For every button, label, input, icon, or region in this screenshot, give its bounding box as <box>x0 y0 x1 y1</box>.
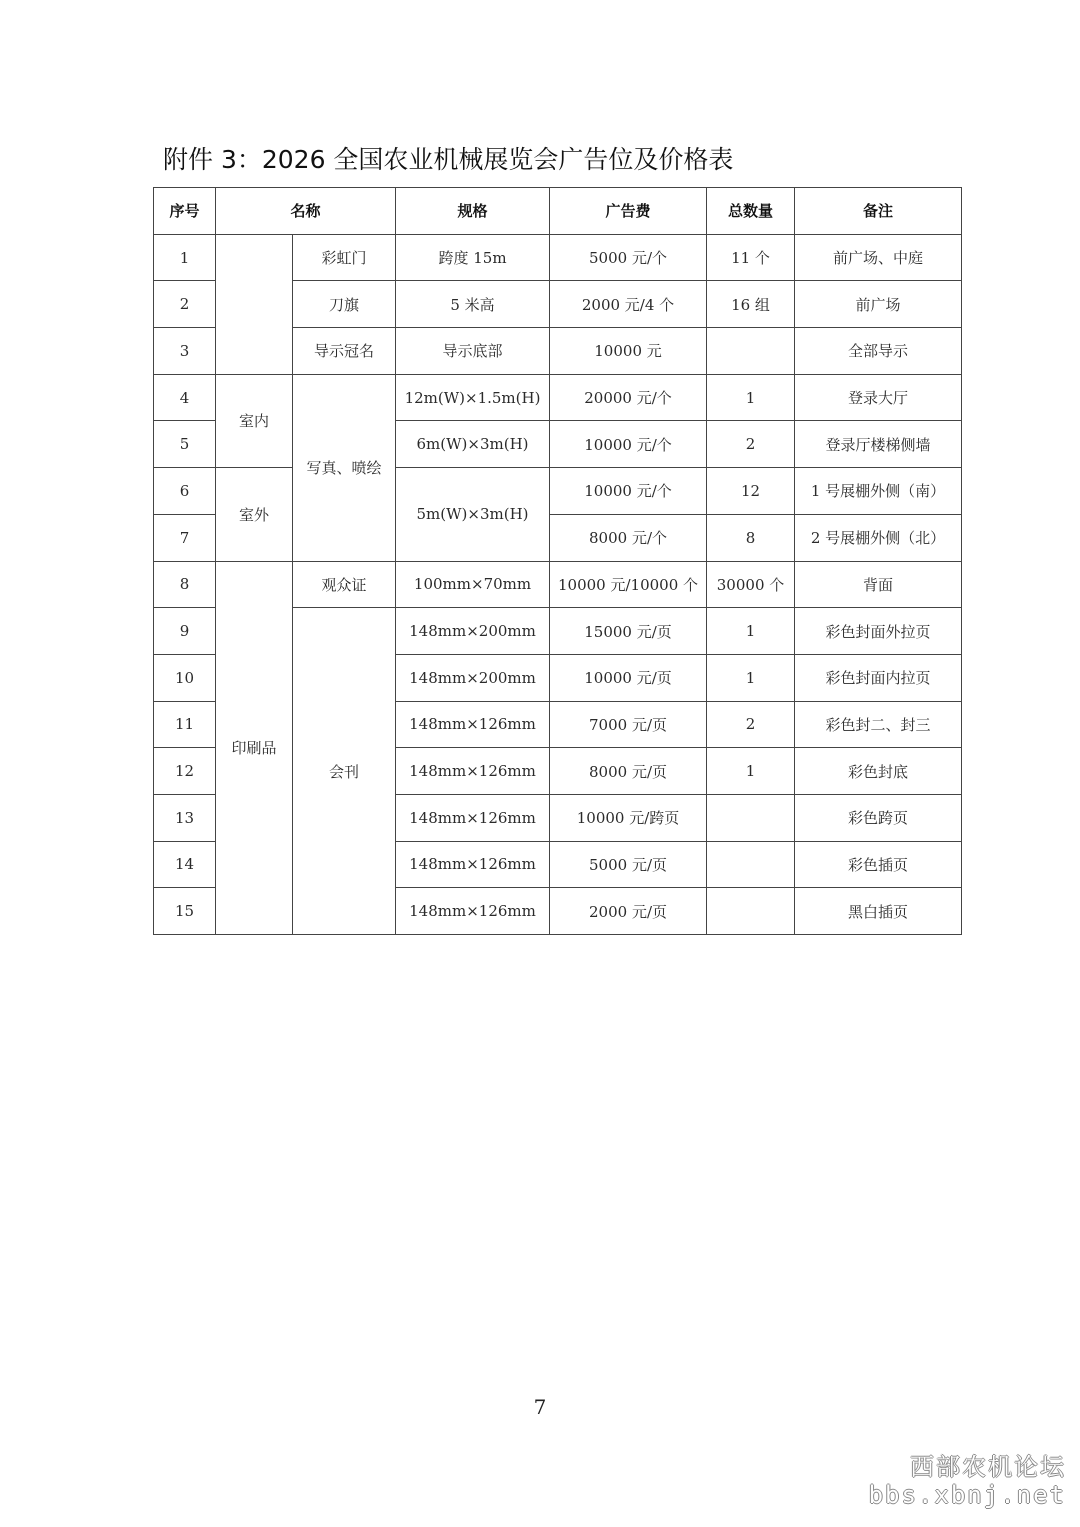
cell-spec: 148mm×126mm <box>396 794 550 841</box>
cell-spec: 148mm×200mm <box>396 608 550 655</box>
cell-seq: 2 <box>154 281 216 328</box>
cell-quantity: 1 <box>707 654 795 701</box>
cell-spec: 跨度 15m <box>396 234 550 281</box>
cell-spec: 148mm×200mm <box>396 654 550 701</box>
cell-spec: 6m(W)×3m(H) <box>396 421 550 468</box>
cell-quantity <box>707 888 795 935</box>
cell-quantity: 1 <box>707 608 795 655</box>
cell-quantity: 11 个 <box>707 234 795 281</box>
cell-spec: 148mm×126mm <box>396 888 550 935</box>
cell-spec: 100mm×70mm <box>396 561 550 608</box>
cell-spec: 导示底部 <box>396 328 550 375</box>
table-row <box>154 374 962 421</box>
document-title: 附件 3：2026 全国农业机械展览会广告位及价格表 <box>163 145 734 174</box>
table-row <box>154 561 962 608</box>
table-row <box>154 468 962 515</box>
cell-remark: 登录大厅 <box>795 374 962 421</box>
header-quantity: 总数量 <box>707 188 795 235</box>
cell-name-journal: 会刊 <box>293 608 396 935</box>
cell-fee: 5000 元/页 <box>550 841 707 888</box>
header-spec: 规格 <box>396 188 550 235</box>
cell-remark: 背面 <box>795 561 962 608</box>
cell-spec: 12m(W)×1.5m(H) <box>396 374 550 421</box>
cell-fee: 10000 元 <box>550 328 707 375</box>
cell-seq: 8 <box>154 561 216 608</box>
cell-remark: 彩色封面内拉页 <box>795 654 962 701</box>
cell-fee: 2000 元/4 个 <box>550 281 707 328</box>
cell-spec: 148mm×126mm <box>396 701 550 748</box>
cell-remark: 彩色封底 <box>795 748 962 795</box>
cell-fee: 10000 元/页 <box>550 654 707 701</box>
cell-spec: 148mm×126mm <box>396 748 550 795</box>
header-name: 名称 <box>216 188 396 235</box>
cell-seq: 4 <box>154 374 216 421</box>
cell-seq: 7 <box>154 514 216 561</box>
cell-category-print: 印刷品 <box>216 561 293 935</box>
cell-spec-shared: 5m(W)×3m(H) <box>396 468 550 561</box>
cell-remark: 登录厅楼梯侧墙 <box>795 421 962 468</box>
cell-quantity: 16 组 <box>707 281 795 328</box>
cell-remark: 1 号展棚外侧（南） <box>795 468 962 515</box>
cell-seq: 14 <box>154 841 216 888</box>
cell-category-empty <box>216 234 293 374</box>
cell-category-outdoor: 室外 <box>216 468 293 561</box>
cell-seq: 12 <box>154 748 216 795</box>
cell-seq: 15 <box>154 888 216 935</box>
cell-name: 刀旗 <box>293 281 396 328</box>
cell-remark: 彩色封二、封三 <box>795 701 962 748</box>
cell-fee: 8000 元/页 <box>550 748 707 795</box>
cell-remark: 彩色跨页 <box>795 794 962 841</box>
page-number: 7 <box>533 1395 547 1419</box>
cell-spec: 148mm×126mm <box>396 841 550 888</box>
cell-fee: 2000 元/页 <box>550 888 707 935</box>
cell-quantity <box>707 841 795 888</box>
cell-name: 导示冠名 <box>293 328 396 375</box>
cell-seq: 10 <box>154 654 216 701</box>
cell-fee: 8000 元/个 <box>550 514 707 561</box>
cell-fee: 10000 元/跨页 <box>550 794 707 841</box>
cell-name: 观众证 <box>293 561 396 608</box>
cell-seq: 11 <box>154 701 216 748</box>
cell-remark: 彩色封面外拉页 <box>795 608 962 655</box>
cell-name-photo-inkjet: 写真、喷绘 <box>293 374 396 561</box>
cell-quantity: 1 <box>707 748 795 795</box>
cell-remark: 全部导示 <box>795 328 962 375</box>
cell-quantity: 8 <box>707 514 795 561</box>
cell-quantity: 12 <box>707 468 795 515</box>
header-seq: 序号 <box>154 188 216 235</box>
cell-quantity <box>707 328 795 375</box>
cell-fee: 20000 元/个 <box>550 374 707 421</box>
cell-quantity: 2 <box>707 421 795 468</box>
cell-fee: 10000 元/10000 个 <box>550 561 707 608</box>
cell-seq: 9 <box>154 608 216 655</box>
cell-fee: 5000 元/个 <box>550 234 707 281</box>
watermark-site-url: bbs.xbnj.net <box>868 1481 1066 1509</box>
table-row <box>154 234 962 281</box>
ad-price-table <box>153 187 962 935</box>
cell-fee: 15000 元/页 <box>550 608 707 655</box>
cell-quantity: 1 <box>707 374 795 421</box>
cell-fee: 10000 元/个 <box>550 421 707 468</box>
cell-quantity: 2 <box>707 701 795 748</box>
cell-seq: 1 <box>154 234 216 281</box>
cell-remark: 2 号展棚外侧（北） <box>795 514 962 561</box>
cell-quantity: 30000 个 <box>707 561 795 608</box>
cell-seq: 3 <box>154 328 216 375</box>
cell-seq: 5 <box>154 421 216 468</box>
cell-seq: 13 <box>154 794 216 841</box>
watermark-site-name: 西部农机论坛 <box>910 1453 1066 1481</box>
cell-remark: 前广场、中庭 <box>795 234 962 281</box>
cell-remark: 前广场 <box>795 281 962 328</box>
cell-remark: 黑白插页 <box>795 888 962 935</box>
cell-category-indoor: 室内 <box>216 374 293 467</box>
cell-quantity <box>707 794 795 841</box>
cell-fee: 10000 元/个 <box>550 468 707 515</box>
cell-fee: 7000 元/页 <box>550 701 707 748</box>
header-fee: 广告费 <box>550 188 707 235</box>
header-remark: 备注 <box>795 188 962 235</box>
cell-spec: 5 米高 <box>396 281 550 328</box>
cell-name: 彩虹门 <box>293 234 396 281</box>
cell-seq: 6 <box>154 468 216 515</box>
cell-remark: 彩色插页 <box>795 841 962 888</box>
table-header-row <box>154 188 962 235</box>
